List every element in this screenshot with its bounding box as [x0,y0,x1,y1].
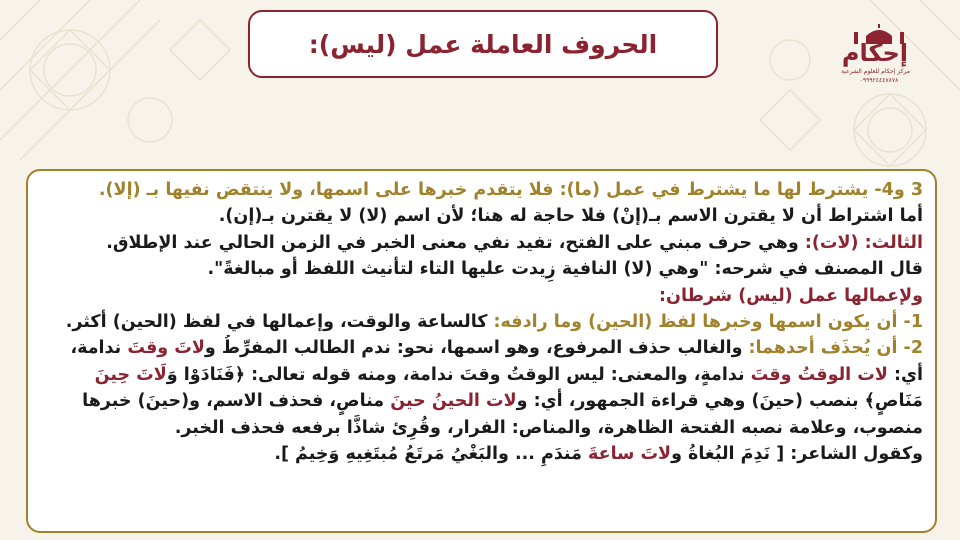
text-line [40,203,923,229]
logo-name: إحكام [841,39,908,67]
text-segment: كالساعة والوقت، وإعمالها في لفظ (الحين) أكثر. [65,311,488,332]
text-line [40,177,923,203]
text-segment: مناصٍ، فحذف الاسم، و(حينَ) خبرها [82,391,391,412]
text-segment: مَندَمِ ... والبَغْيُ مَرتَعُ مُبتَغِيهِ وَخِيمُ ]. [274,443,588,464]
text-segment: أما اشتراط أن لا يقترن الاسم بـ(إنْ) فلا حاجة له هنا؛ لأن اسم (لا) لا يقترن بـ(إن). [218,206,923,227]
logo [841,24,952,94]
text-segment: وكقول الشاعر: [ نَدِمَ البُغاةُ و [671,443,923,464]
text-segment: لاتَ وقتَ [127,338,205,359]
text-segment: والغالب حذف المرفوع، وهو اسمها، نحو: ندم الطالب المفرِّطُ و [204,338,743,359]
text-line [40,335,923,361]
text-line [40,309,923,335]
text-segment: لات الوقتُ وقتَ [750,364,888,385]
page-title: الحروف العاملة عمل (ليس): [308,29,658,59]
text-segment: لاتَ ساعةَ [588,443,672,464]
text-segment: ندامة، [70,338,128,359]
logo-phone: ٠٩٩٩٢٤٤٤٧٨٧٨ [859,77,899,84]
text-line [40,441,923,467]
text-segment: وهي حرف مبني على الفتح، تفيد نفي معنى الخبر في الزمن الحالي عند الإطلاق. [106,232,799,253]
text-line [40,362,923,388]
text-line [40,256,923,282]
text-segment: لات الحينُ حينَ [390,391,517,412]
content-lines [40,177,923,467]
title-box [248,10,718,78]
content-box [26,169,937,533]
text-segment: ولإعمالها عمل (ليس) شرطان: [659,285,923,306]
text-segment: قال المصنف في شرحه: "وهي (لا) النافية زِيدت عليها التاء لتأنيث اللفظ أو مبالغةً". [207,259,923,280]
text-line [40,388,923,414]
text-segment: لَاتَ حِينَ [94,364,167,385]
text-line [40,415,923,441]
text-line [40,230,923,256]
text-line [40,283,923,309]
text-segment: منصوب، وعلامة نصبه الفتحة الظاهرة، والمناص: الفرار، وقُرِئ شاذًّا برفعه فحذف الخبر. [174,417,923,438]
text-segment: مَنَاصٍ﴾ بنصب (حينَ) وهي قراءة الجمهور، أي: و [516,391,923,412]
logo-subtitle: مركز إحكام للعلوم الشرعية [841,68,910,75]
text-segment: 3 و4- يشترط لها ما يشترط في عمل (ما): فلا يتقدم خبرها على اسمها، ولا ينتقض نفيها بـ (إلا). [98,180,923,200]
text-segment: الثالث: (لات): [798,232,923,253]
text-segment: 2- أن يُحذَف أحدهما: [742,338,923,359]
text-segment: أي: [887,364,923,385]
text-segment: 1- أن يكون اسمها وخبرها لفظ (الحين) وما رادفه: [487,311,923,332]
text-segment: ندامةٍ، والمعنى: ليس الوقتُ وقتَ ندامة، ومنه قوله تعالى: ﴿فَنَادَوْا وَ [166,364,751,385]
